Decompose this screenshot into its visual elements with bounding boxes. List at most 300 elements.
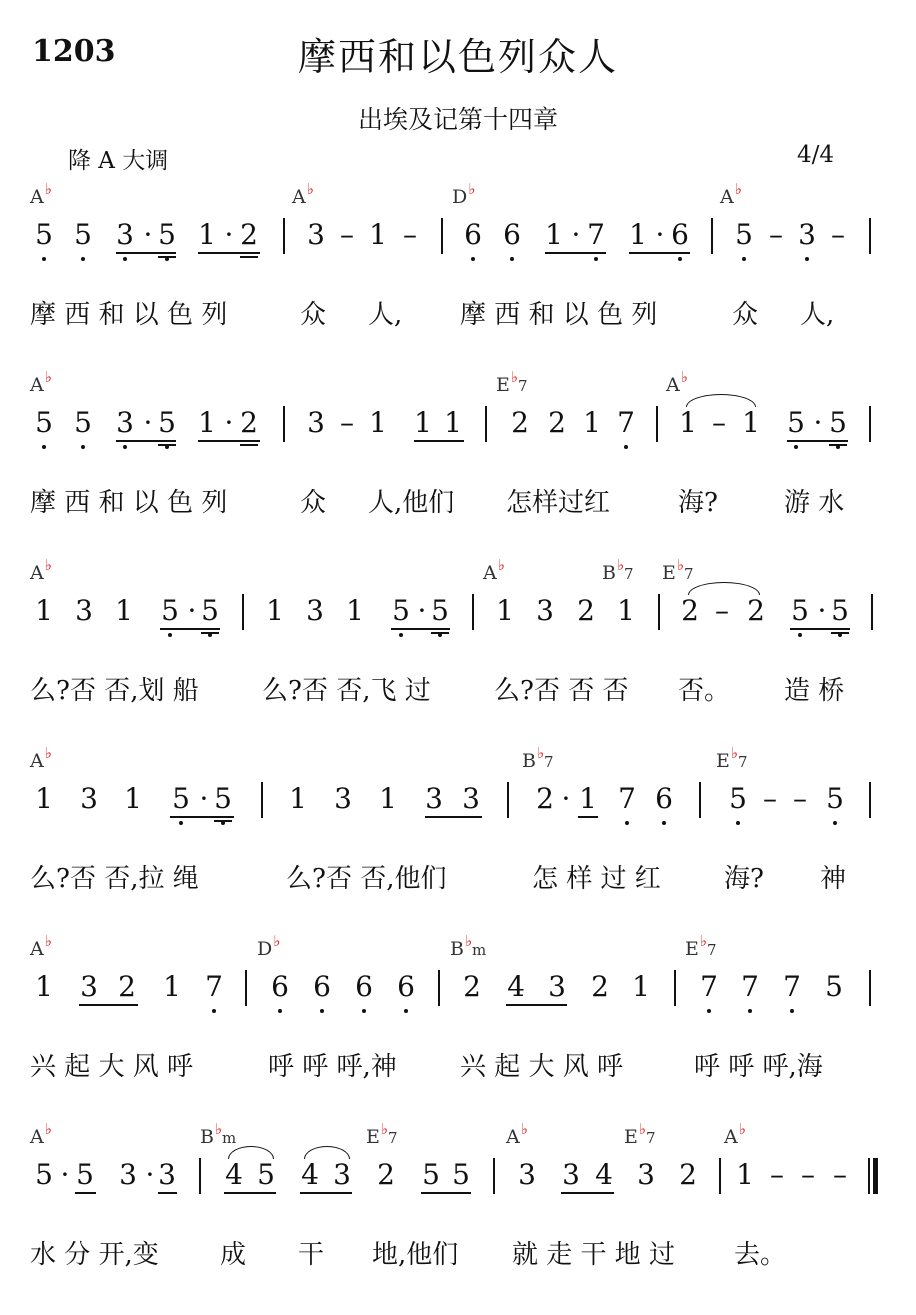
lyric-segment: 去。 [734, 1240, 787, 1270]
lyric-segment: 众 [732, 300, 759, 330]
chord-root: A [292, 186, 306, 208]
chord-symbol [483, 556, 505, 584]
low-octave-dot [625, 821, 629, 825]
chord-root: D [257, 938, 273, 960]
chord-quality: 7 [737, 753, 748, 771]
low-octave-dot [748, 1009, 752, 1013]
chord-symbol [666, 368, 688, 396]
beam-underline [421, 1192, 471, 1194]
lyric-segment: 海? [724, 864, 764, 894]
note: 6 [503, 218, 521, 251]
note: 5 [35, 1158, 53, 1191]
note: 1 [617, 594, 635, 627]
chord-accidental: ♭ [510, 368, 518, 386]
key-signature: 降 A 大调 [68, 148, 169, 174]
barline [283, 218, 285, 254]
note: 5 [431, 594, 449, 627]
low-octave-dot [81, 257, 85, 261]
note: 2 [377, 1158, 395, 1191]
low-octave-dot [362, 1009, 366, 1013]
note: 5 [729, 782, 747, 815]
note: 1 [369, 406, 387, 439]
chord-symbol [30, 932, 52, 960]
note: 4 [595, 1158, 613, 1191]
note: 3 [462, 782, 480, 815]
notation-row [0, 970, 916, 1010]
note: 6 [271, 970, 289, 1003]
lyric-segment: 就 走 干 地 过 [512, 1240, 676, 1270]
beam-underline [116, 252, 176, 254]
low-octave-dot [399, 633, 403, 637]
lyric-segment: 造 桥 [784, 676, 845, 706]
chord-symbol [257, 932, 281, 960]
note: 5 [392, 594, 410, 627]
chord-symbol [602, 556, 634, 584]
note: 4 [225, 1158, 243, 1191]
double-underline [829, 444, 847, 446]
lyric-line [0, 670, 916, 710]
note: 2 [118, 970, 136, 1003]
chord-accidental: ♭ [738, 1120, 746, 1138]
dot-symbol: · [224, 218, 234, 251]
final-barline-thick [873, 1158, 878, 1194]
chord-accidental: ♭ [380, 1120, 388, 1138]
note: 5 [452, 1158, 470, 1191]
beam-underline [414, 440, 464, 442]
dot-symbol: · [817, 594, 827, 627]
barline [242, 594, 244, 630]
double-underline [214, 820, 232, 822]
chord-quality: m [472, 941, 487, 959]
note: 5 [787, 406, 805, 439]
lyric-segment: 摩 西 和 以 色 列 [30, 488, 228, 518]
chord-root: A [30, 562, 44, 584]
chord-quality: 7 [706, 941, 717, 959]
note: 3 [80, 782, 98, 815]
low-octave-dot [742, 257, 746, 261]
chord-root: E [662, 562, 676, 584]
barline [871, 594, 873, 630]
note: 2 [681, 594, 699, 627]
chord-symbol [30, 744, 52, 772]
dash: – [712, 406, 726, 439]
note: 1 [414, 406, 432, 439]
lyric-segment: 怎 样 过 红 [532, 864, 661, 894]
chord-quality: m [222, 1129, 237, 1147]
double-underline [158, 256, 176, 258]
lyric-line [0, 1234, 916, 1274]
chord-accidental: ♭ [536, 744, 545, 762]
beam-underline [425, 816, 482, 818]
note: 1 [545, 218, 563, 251]
dot-symbol: · [571, 218, 581, 251]
notation-row [0, 782, 916, 822]
chord-symbol [716, 744, 748, 772]
chord-accidental: ♭ [638, 1120, 646, 1138]
beam-underline [506, 1004, 567, 1006]
lyric-segment: 兴 起 大 风 呼 [460, 1052, 624, 1082]
note: 2 [511, 406, 529, 439]
note: 6 [655, 782, 673, 815]
chord-root: A [720, 186, 734, 208]
lyric-segment: 么?否 否 否 [494, 676, 629, 706]
chord-root: E [716, 750, 730, 772]
chord-root: E [685, 938, 699, 960]
note: 1 [369, 218, 387, 251]
dash: – [769, 218, 783, 251]
note: 3 [536, 594, 554, 627]
note: 5 [829, 406, 847, 439]
note: 1 [289, 782, 307, 815]
chord-root: A [30, 750, 44, 772]
dot-symbol: · [561, 782, 571, 815]
lyric-segment: 神 [820, 864, 847, 894]
chord-accidental: ♭ [676, 556, 684, 574]
lyric-line [0, 482, 916, 522]
song-title: 摩西和以色列众人 [297, 35, 618, 79]
beam-underline [578, 816, 598, 818]
note: 3 [637, 1158, 655, 1191]
beam-underline [300, 1192, 352, 1194]
beam-underline [790, 628, 850, 630]
note: 3 [562, 1158, 580, 1191]
chord-accidental: ♭ [730, 744, 738, 762]
barline [869, 406, 871, 442]
note: 7 [741, 970, 759, 1003]
song-number: 1203 [32, 34, 116, 69]
chord-accidental: ♭ [306, 180, 314, 198]
chord-root: A [666, 374, 680, 396]
note: 5 [161, 594, 179, 627]
chord-symbol [200, 1120, 237, 1148]
chord-accidental: ♭ [44, 932, 52, 950]
low-octave-dot [624, 445, 628, 449]
note: 3 [307, 406, 325, 439]
low-octave-dot [707, 1009, 711, 1013]
chord-symbol [724, 1120, 746, 1148]
barline [869, 782, 871, 818]
chord-symbol [662, 556, 694, 584]
chord-quality: 7 [624, 565, 634, 583]
low-octave-dot [678, 257, 682, 261]
barline [261, 782, 263, 818]
note: 5 [35, 218, 53, 251]
note: 1 [679, 406, 697, 439]
note: 3 [158, 1158, 176, 1191]
low-octave-dot [794, 445, 798, 449]
lyric-segment: 摩 西 和 以 色 列 [460, 300, 658, 330]
dash: – [831, 218, 845, 251]
chord-root: A [30, 1126, 44, 1148]
chord-quality: 7 [517, 377, 528, 395]
note: 3 [116, 218, 134, 251]
dot-symbol: · [199, 782, 209, 815]
chord-root: A [30, 186, 44, 208]
chord-quality: 7 [387, 1129, 398, 1147]
beam-underline [75, 1192, 96, 1194]
chord-root: E [366, 1126, 380, 1148]
chord-symbol [30, 556, 52, 584]
note: 2 [747, 594, 765, 627]
beam-underline [79, 1004, 138, 1006]
chord-root: D [452, 186, 468, 208]
note: 5 [791, 594, 809, 627]
beam-underline [198, 252, 260, 254]
beam-underline [787, 440, 848, 442]
note: 3 [798, 218, 816, 251]
dot-symbol: · [143, 218, 153, 251]
lyric-segment: 人, [800, 300, 835, 330]
chord-root: A [724, 1126, 738, 1148]
dot-symbol: · [60, 1158, 70, 1191]
note: 1 [379, 782, 397, 815]
note: 2 [536, 782, 554, 815]
note: 3 [119, 1158, 137, 1191]
chord-symbol [30, 1120, 52, 1148]
chord-symbol [522, 744, 554, 772]
chord-root: A [506, 1126, 520, 1148]
note: 3 [116, 406, 134, 439]
lyric-segment: 兴 起 大 风 呼 [30, 1052, 194, 1082]
chord-accidental: ♭ [464, 932, 473, 950]
note: 1 [35, 970, 53, 1003]
dash: – [770, 1158, 784, 1191]
notation-row [0, 218, 916, 258]
note: 3 [333, 1158, 351, 1191]
low-octave-dot [123, 445, 127, 449]
chord-root: A [30, 374, 44, 396]
chord-symbol [685, 932, 717, 960]
chord-root: E [496, 374, 510, 396]
note: 5 [158, 406, 176, 439]
lyric-line [0, 1046, 916, 1086]
note: 5 [735, 218, 753, 251]
note: 1 [632, 970, 650, 1003]
note: 1 [163, 970, 181, 1003]
low-octave-dot [736, 821, 740, 825]
low-octave-dot [833, 821, 837, 825]
low-octave-dot [790, 1009, 794, 1013]
beam-underline [561, 1192, 614, 1194]
note: 1 [198, 406, 216, 439]
chord-accidental: ♭ [44, 180, 52, 198]
chord-symbol [496, 368, 528, 396]
barline [719, 1158, 721, 1194]
note: 3 [425, 782, 443, 815]
lyric-line [0, 858, 916, 898]
lyric-segment: 水 分 开,变 [30, 1240, 159, 1270]
beam-underline [629, 252, 690, 254]
note: 5 [825, 970, 843, 1003]
low-octave-dot [81, 445, 85, 449]
chord-root: B [450, 938, 464, 960]
note: 7 [587, 218, 605, 251]
note: 2 [240, 406, 258, 439]
note: 3 [518, 1158, 536, 1191]
double-underline [831, 632, 849, 634]
dash: – [801, 1158, 815, 1191]
note: 7 [205, 970, 223, 1003]
note: 3 [307, 218, 325, 251]
note: 7 [783, 970, 801, 1003]
dot-symbol: · [187, 594, 197, 627]
lyric-segment: 么?否 否,他们 [286, 864, 447, 894]
low-octave-dot [42, 445, 46, 449]
barline [441, 218, 443, 254]
barline [711, 218, 713, 254]
note: 4 [301, 1158, 319, 1191]
chord-accidental: ♭ [520, 1120, 528, 1138]
note: 1 [444, 406, 462, 439]
chord-symbol [452, 180, 476, 208]
note: 1 [198, 218, 216, 251]
dot-symbol: · [655, 218, 665, 251]
note: 6 [355, 970, 373, 1003]
beam-underline [116, 440, 176, 442]
note: 6 [397, 970, 415, 1003]
tie-arc [304, 1146, 350, 1159]
note: 3 [80, 970, 98, 1003]
chord-accidental: ♭ [44, 556, 52, 574]
chord-accidental: ♭ [616, 556, 625, 574]
note: 5 [35, 406, 53, 439]
dash: – [340, 406, 354, 439]
note: 1 [266, 594, 284, 627]
song-subtitle: 出埃及记第十四章 [357, 105, 558, 134]
note: 6 [464, 218, 482, 251]
chord-accidental: ♭ [468, 180, 476, 198]
note: 5 [158, 218, 176, 251]
dot-symbol: · [417, 594, 427, 627]
note: 6 [313, 970, 331, 1003]
lyric-segment: 众 [300, 488, 327, 518]
lyric-segment: 么?否 否,划 船 [30, 676, 199, 706]
note: 1 [124, 782, 142, 815]
note: 1 [496, 594, 514, 627]
chord-accidental: ♭ [214, 1120, 223, 1138]
dash: – [715, 594, 729, 627]
low-octave-dot [471, 257, 475, 261]
lyric-segment: 地,他们 [372, 1240, 459, 1270]
chord-accidental: ♭ [699, 932, 707, 950]
barline [438, 970, 440, 1006]
barline [699, 782, 701, 818]
note: 3 [548, 970, 566, 1003]
note: 1 [583, 406, 601, 439]
chord-root: B [522, 750, 536, 772]
note: 3 [334, 782, 352, 815]
note: 1 [579, 782, 597, 815]
double-underline [431, 632, 449, 634]
tie-arc [688, 582, 760, 595]
chord-root: A [483, 562, 497, 584]
low-octave-dot [805, 257, 809, 261]
dash: – [340, 218, 354, 251]
lyric-segment: 成 [220, 1240, 247, 1270]
chord-accidental: ♭ [44, 1120, 52, 1138]
double-underline [240, 256, 258, 258]
lyric-segment: 么?否 否,飞 过 [262, 676, 431, 706]
note: 7 [700, 970, 718, 1003]
low-octave-dot [179, 821, 183, 825]
beam-underline [160, 628, 220, 630]
beam-underline [545, 252, 606, 254]
barline [656, 406, 658, 442]
barline [658, 594, 660, 630]
low-octave-dot [320, 1009, 324, 1013]
note: 1 [115, 594, 133, 627]
chord-quality: 7 [544, 753, 554, 771]
low-octave-dot [168, 633, 172, 637]
dot-symbol: · [143, 406, 153, 439]
chord-quality: 7 [645, 1129, 656, 1147]
note: 2 [463, 970, 481, 1003]
lyric-segment: 怎样过红 [506, 488, 611, 518]
time-signature: 4/4 [796, 142, 834, 168]
barline [199, 1158, 201, 1194]
note: 5 [74, 406, 92, 439]
note: 7 [618, 782, 636, 815]
low-octave-dot [123, 257, 127, 261]
chord-symbol [30, 368, 52, 396]
barline [507, 782, 509, 818]
barline [869, 218, 871, 254]
note: 1 [742, 406, 760, 439]
lyric-segment: 游 水 [784, 488, 845, 518]
lyric-segment: 么?否 否,拉 绳 [30, 864, 199, 894]
low-octave-dot [662, 821, 666, 825]
chord-symbol [624, 1120, 656, 1148]
low-octave-dot [278, 1009, 282, 1013]
lyric-segment: 干 [298, 1240, 325, 1270]
note: 5 [214, 782, 232, 815]
note: 2 [679, 1158, 697, 1191]
barline [493, 1158, 495, 1194]
barline [245, 970, 247, 1006]
note: 1 [629, 218, 647, 251]
note: 5 [422, 1158, 440, 1191]
note: 1 [346, 594, 364, 627]
tie-arc [686, 394, 756, 407]
lyric-segment: 呼 呼 呼,神 [268, 1052, 397, 1082]
beam-underline [158, 1192, 177, 1194]
chord-accidental: ♭ [44, 368, 52, 386]
chord-symbol [30, 180, 52, 208]
notation-row [0, 1158, 916, 1198]
low-octave-dot [798, 633, 802, 637]
barline [674, 970, 676, 1006]
double-underline [240, 444, 258, 446]
barline [485, 406, 487, 442]
note: 3 [75, 594, 93, 627]
note: 2 [577, 594, 595, 627]
beam-underline [198, 440, 260, 442]
note: 1 [736, 1158, 754, 1191]
note: 2 [548, 406, 566, 439]
dot-symbol: · [145, 1158, 155, 1191]
chord-root: E [624, 1126, 638, 1148]
lyric-segment: 摩 西 和 以 色 列 [30, 300, 228, 330]
dash: – [763, 782, 777, 815]
note: 5 [257, 1158, 275, 1191]
note: 2 [591, 970, 609, 1003]
beam-underline [391, 628, 450, 630]
chord-symbol [450, 932, 487, 960]
lyric-segment: 否。 [678, 676, 731, 706]
note: 5 [831, 594, 849, 627]
chord-symbol [366, 1120, 398, 1148]
chord-accidental: ♭ [44, 744, 52, 762]
